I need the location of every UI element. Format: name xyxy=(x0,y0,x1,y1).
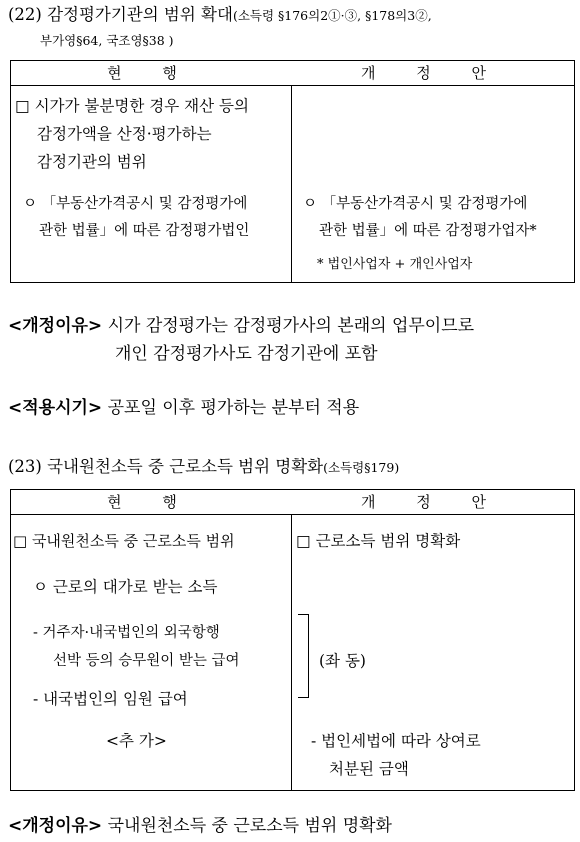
section-22-heading: (22) 감정평가기관의 범위 확대 xyxy=(8,5,233,24)
table-header xyxy=(11,490,574,515)
section-23-ref: (소득령§179) xyxy=(323,460,400,475)
column-divider xyxy=(291,490,292,790)
current-line-1: □ 국내원천소득 중 근로소득 범위 xyxy=(13,532,235,550)
reason-22-line2: 개인 감정평가사도 감정기관에 포함 xyxy=(115,344,378,364)
table-23 xyxy=(10,489,575,791)
section-22-ref-line2: 부가영§64, 국조영§38 ) xyxy=(40,33,174,48)
section-22-ref-line1: (소득령 §176의2①·③, §178의3②, xyxy=(232,8,432,23)
proposed-sub-2: 관한 법률」에 따른 감정평가업자* xyxy=(319,223,537,239)
proposed-same: (좌 동) xyxy=(319,652,366,670)
header-proposed: 개 정 안 xyxy=(360,493,504,511)
reason-23 xyxy=(8,812,392,840)
bracket-mark xyxy=(298,614,309,698)
current-sub-1: ㅇ 「부동산가격공시 및 감정평가에 xyxy=(23,196,248,212)
current-dash-2: - 내국법인의 임원 급여 xyxy=(33,690,188,708)
column-divider xyxy=(291,61,292,282)
current-dash-1b: 선박 등의 승무원이 받는 급여 xyxy=(53,653,240,669)
table-header xyxy=(11,61,574,86)
current-line-3: 감정기관의 범위 xyxy=(37,153,147,171)
current-line-1: □ 시가가 불분명한 경우 재산 등의 xyxy=(15,97,249,115)
section-23-title xyxy=(8,454,399,481)
current-add: <추 가> xyxy=(106,732,167,750)
reason-22 xyxy=(8,312,474,340)
reason-23-label: <개정이유> xyxy=(8,816,103,836)
header-current: 현 행 xyxy=(107,493,195,511)
proposed-note: * 법인사업자 + 개인사업자 xyxy=(317,257,473,272)
apply-22-label: <적용시기> xyxy=(8,398,103,418)
proposed-sub-1: ㅇ 「부동산가격공시 및 감정평가에 xyxy=(303,196,528,212)
section-23-heading: (23) 국내원천소득 중 근로소득 범위 명확화 xyxy=(8,457,324,476)
current-sub-2: 관한 법률」에 따른 감정평가법인 xyxy=(39,223,250,239)
apply-22 xyxy=(8,394,359,422)
proposed-dash-1a: - 법인세법에 따라 상여로 xyxy=(311,732,481,750)
current-line-2: 감정가액을 산정·평가하는 xyxy=(37,125,212,143)
current-dash-1a: - 거주자·내국법인의 외국항행 xyxy=(33,625,220,641)
apply-22-text: 공포일 이후 평가하는 분부터 적용 xyxy=(107,398,360,418)
reason-23-text: 국내원천소득 중 근로소득 범위 명확화 xyxy=(107,816,392,836)
proposed-line-1: □ 근로소득 범위 명확화 xyxy=(296,532,461,550)
table-22 xyxy=(10,60,575,283)
section-22-title xyxy=(8,2,432,29)
header-proposed: 개 정 안 xyxy=(360,64,504,82)
reason-22-label: <개정이유> xyxy=(8,316,103,336)
reason-22-line1: 시가 감정평가는 감정평가사의 본래의 업무이므로 xyxy=(107,316,475,336)
header-current: 현 행 xyxy=(107,64,195,82)
current-sub-1: ㅇ 근로의 대가로 받는 소득 xyxy=(33,578,218,596)
proposed-dash-1b: 처분된 금액 xyxy=(329,760,409,778)
